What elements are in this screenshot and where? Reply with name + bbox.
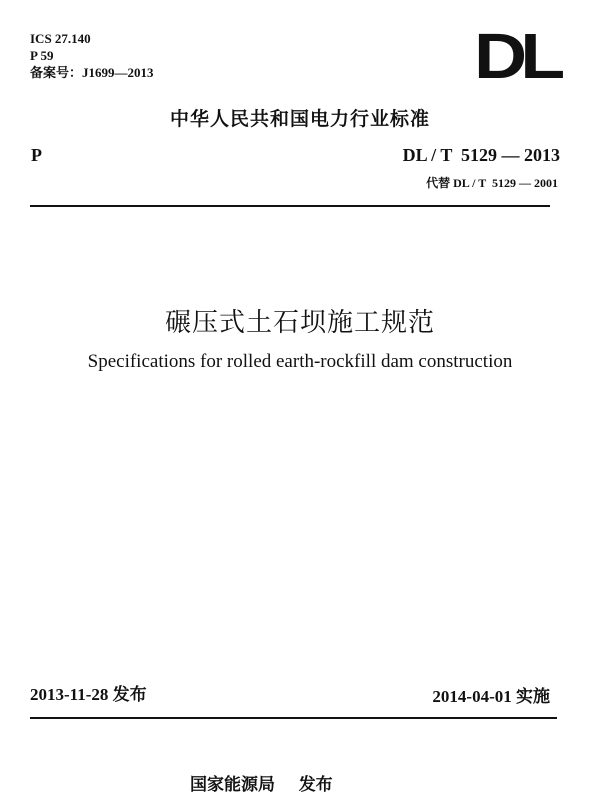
replaces-label: 代替 <box>426 176 451 190</box>
implement-label: 实施 <box>516 687 550 707</box>
record-number <box>30 64 154 82</box>
category-code: P <box>31 145 42 165</box>
implement-date: 2014-04-01 <box>432 687 512 706</box>
replaces-number: DL / T 5129 — 2001 <box>453 176 558 190</box>
organization-title: 中华人民共和国电力行业标准 <box>169 108 430 130</box>
top-divider <box>30 205 550 207</box>
p-code: P 59 <box>30 48 54 63</box>
document-title-en: Specifications for rolled earth-rockfill dam construction <box>87 351 513 372</box>
record-label: 备案号： <box>30 66 83 81</box>
issuer-name: 国家能源局 <box>190 775 275 795</box>
bottom-divider <box>30 717 557 719</box>
dl-logo: DL <box>473 20 558 92</box>
implement-date-line <box>432 682 550 707</box>
record-value: J1699—2013 <box>82 65 154 80</box>
issue-label: 发布 <box>298 775 333 795</box>
ics-code: ICS 27.140 <box>30 31 91 46</box>
document-title-cn: 碾压式土石坝施工规范 <box>164 308 435 338</box>
publish-label: 发布 <box>112 685 147 705</box>
metadata-block <box>30 30 154 82</box>
issuer-line <box>190 770 333 795</box>
replaces-standard <box>426 174 558 191</box>
standard-number: DL / T 5129 — 2013 <box>402 145 560 165</box>
publish-date-line <box>30 680 147 705</box>
publish-date: 2013-11-28 <box>30 685 109 704</box>
